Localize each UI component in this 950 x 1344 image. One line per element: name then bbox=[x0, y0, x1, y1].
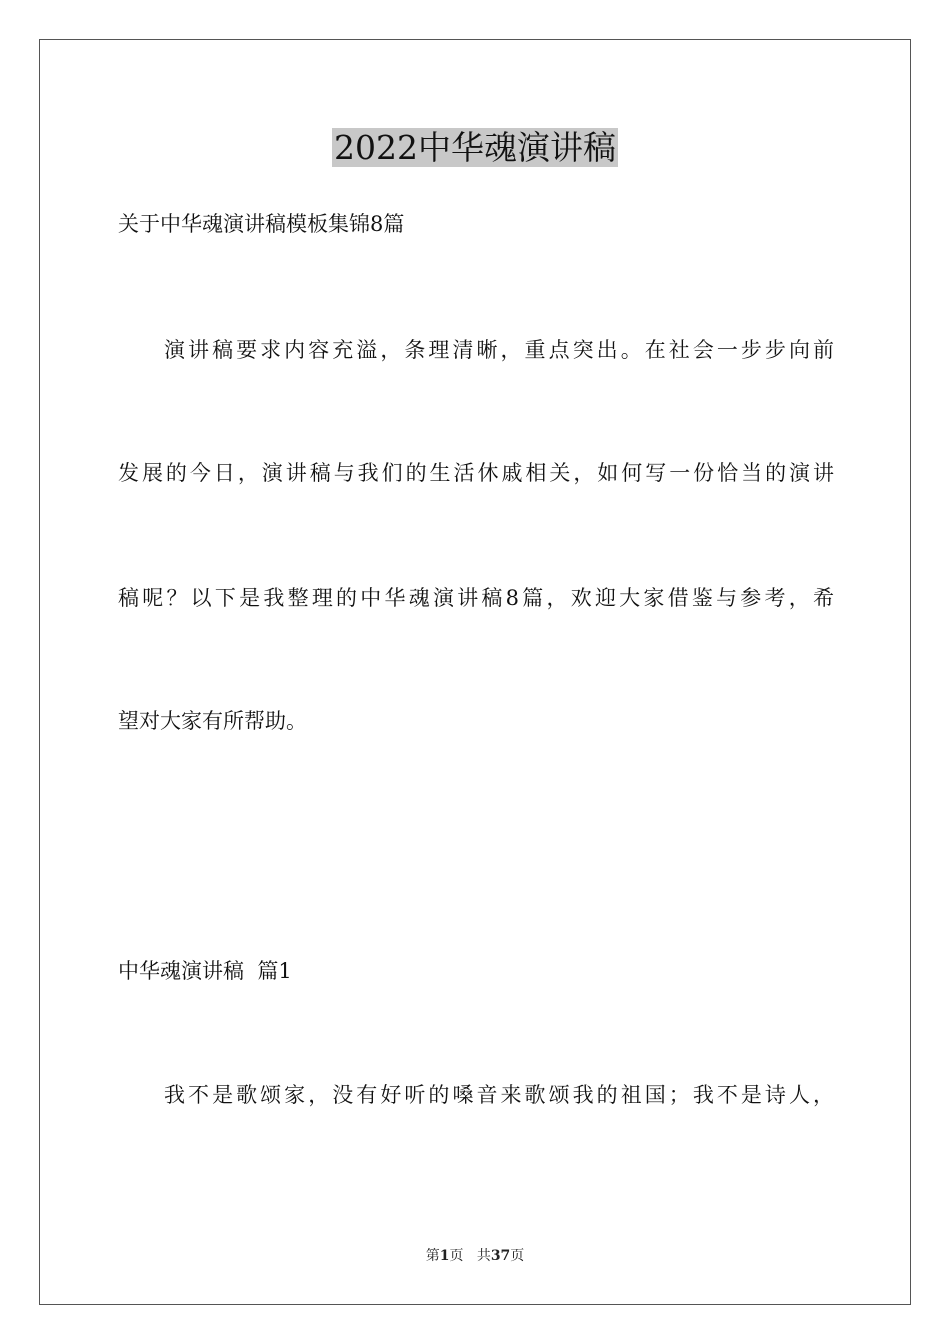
intro-line-2: 发展的今日，演讲稿与我们的生活休戚相关，如何写一份恰当的演讲 bbox=[118, 461, 834, 485]
footer-page-suffix: 页 bbox=[449, 1248, 464, 1264]
document-title-text: 2022中华魂演讲稿 bbox=[334, 128, 616, 167]
intro-line-3: 稿呢？以下是我整理的中华魂演讲稿8篇，欢迎大家借鉴与参考，希 bbox=[118, 586, 834, 610]
section-line-1: 我不是歌颂家，没有好听的嗓音来歌颂我的祖国；我不是诗人， bbox=[164, 1083, 834, 1107]
document-subtitle: 关于中华魂演讲稿模板集锦8篇 bbox=[118, 212, 405, 236]
page-footer bbox=[0, 1247, 950, 1265]
footer-total-suffix: 页 bbox=[510, 1248, 525, 1264]
intro-line-1: 演讲稿要求内容充溢，条理清晰，重点突出。在社会一步步向前 bbox=[164, 338, 834, 362]
footer-total-prefix: 共 bbox=[476, 1248, 491, 1264]
footer-total-pages: 37 bbox=[490, 1248, 511, 1264]
intro-line-4: 望对大家有所帮助。 bbox=[118, 709, 307, 733]
footer-page-number: 1 bbox=[439, 1248, 450, 1264]
document-title bbox=[0, 128, 950, 168]
footer-page-prefix: 第 bbox=[425, 1248, 440, 1264]
section-heading: 中华魂演讲稿 篇1 bbox=[118, 959, 292, 983]
